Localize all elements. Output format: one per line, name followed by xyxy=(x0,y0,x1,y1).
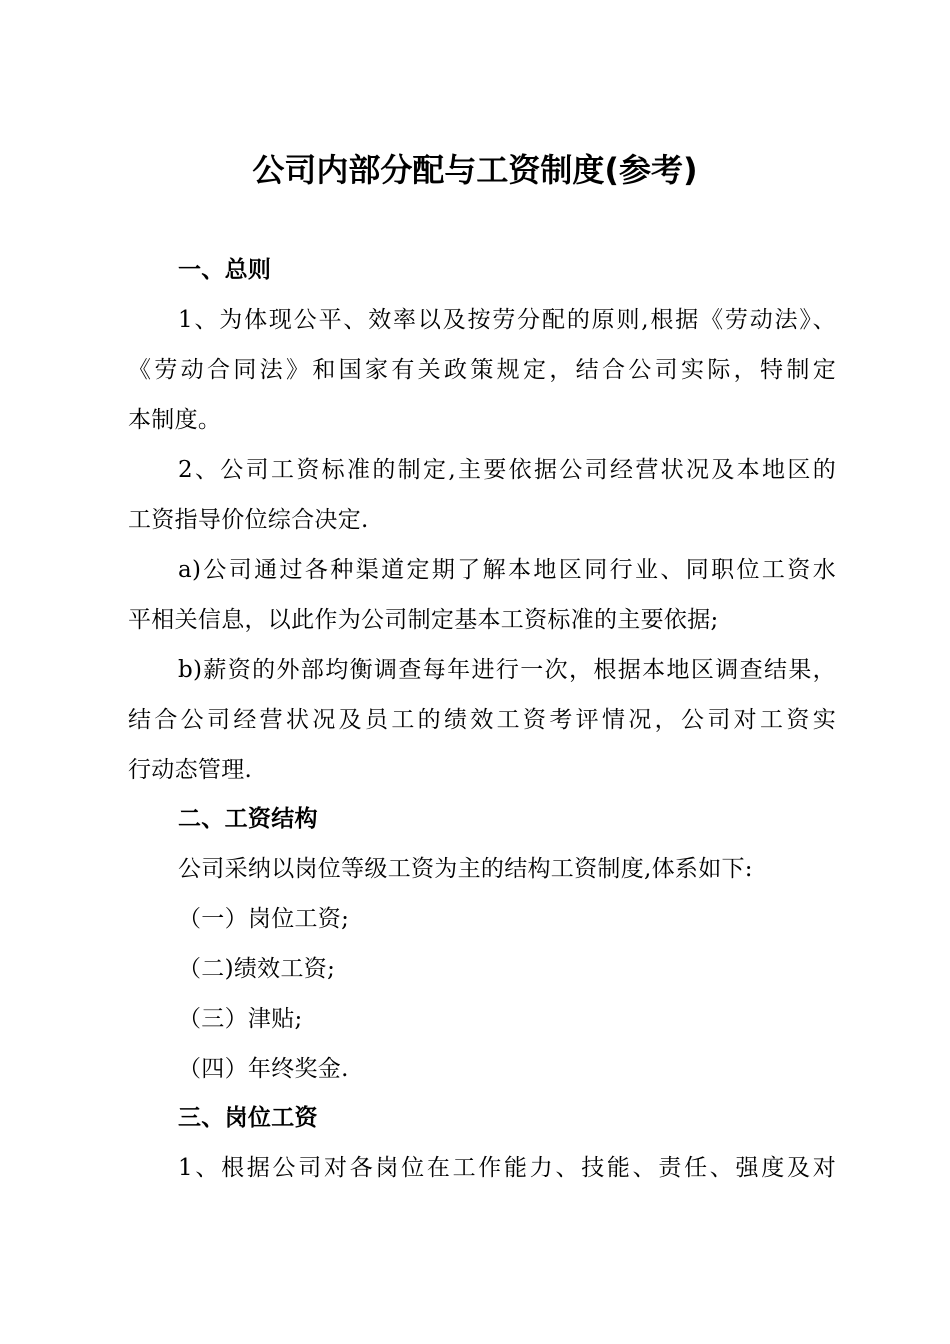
list-item: （一）岗位工资; xyxy=(178,906,350,932)
document-title: 公司内部分配与工资制度(参考) xyxy=(252,151,698,189)
paragraph-line: 本制度。 xyxy=(128,407,222,433)
paragraph-line: b)薪资的外部均衡调查每年进行一次，根据本地区调查结果， xyxy=(178,657,836,683)
paragraph-line: 《劳动合同法》和国家有关政策规定，结合公司实际，特制定 xyxy=(128,357,836,383)
paragraph-line: 结合公司经营状况及员工的绩效工资考评情况，公司对工资实 xyxy=(128,707,836,733)
list-item: （四）年终奖金. xyxy=(178,1056,349,1082)
list-item: （三）津贴; xyxy=(178,1006,303,1032)
paragraph-line: 平相关信息，以此作为公司制定基本工资标准的主要依据; xyxy=(128,607,719,633)
paragraph-line: 公司采纳以岗位等级工资为主的结构工资制度,体系如下: xyxy=(178,856,753,882)
section-heading-position: 三、岗位工资 xyxy=(178,1105,318,1131)
section-heading-general: 一、总则 xyxy=(178,257,272,283)
paragraph-line: a)公司通过各种渠道定期了解本地区同行业、同职位工资水 xyxy=(178,557,836,583)
paragraph-line: 1、为体现公平、效率以及按劳分配的原则,根据《劳动法》、 xyxy=(178,307,836,333)
paragraph-line: 2、公司工资标准的制定,主要依据公司经营状况及本地区的 xyxy=(178,457,836,483)
paragraph-line: 1、根据公司对各岗位在工作能力、技能、责任、强度及对 xyxy=(178,1155,836,1181)
paragraph-line: 工资指导价位综合决定. xyxy=(128,507,369,533)
list-item: （二)绩效工资; xyxy=(178,956,336,982)
section-heading-structure: 二、工资结构 xyxy=(178,806,318,832)
paragraph-line: 行动态管理. xyxy=(128,757,253,783)
